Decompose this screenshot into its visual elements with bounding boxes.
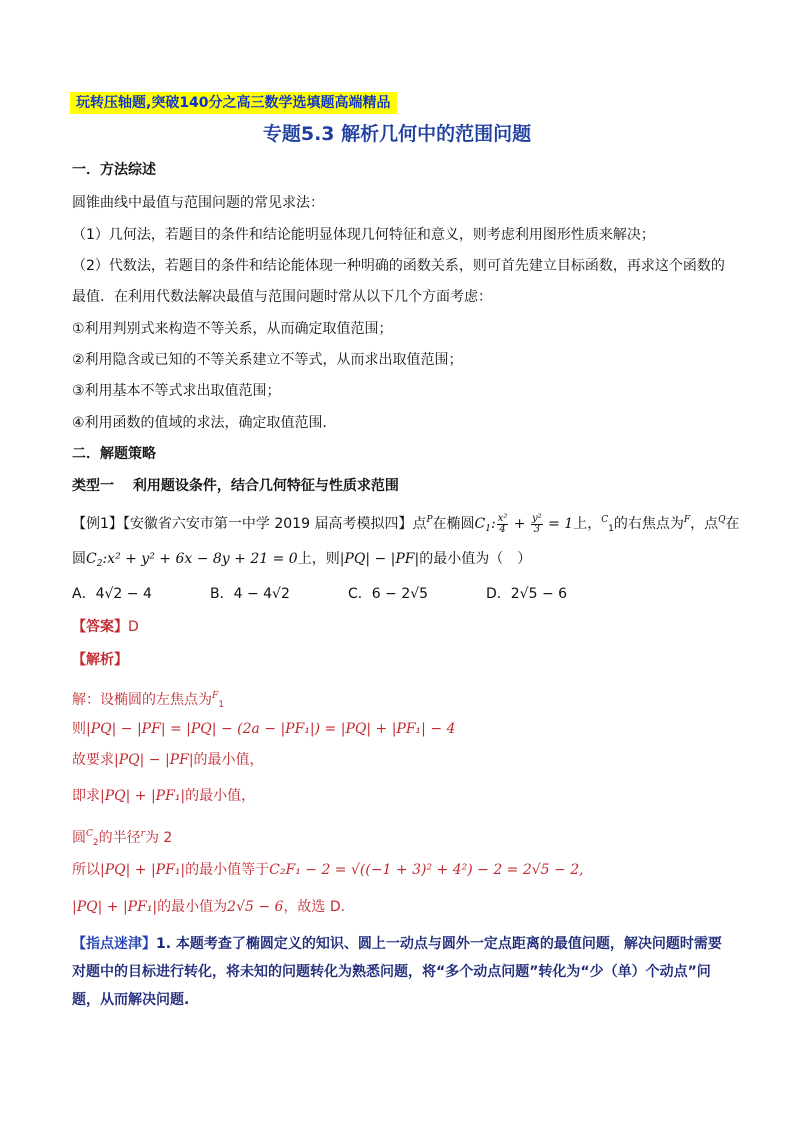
text: 在椭圆: [432, 516, 475, 532]
text: 圆: [72, 551, 86, 567]
text: 的最小值为: [157, 899, 228, 915]
analysis-line-7: [72, 897, 345, 917]
list-item-2: ②利用隐含或已知的不等关系建立不等式，从而求出取值范围；: [72, 352, 463, 368]
answer-value: D: [128, 619, 139, 635]
tip-text: 1. 本题考查了椭圆定义的知识、圆上一动点与圆外一定点距离的最值问题，解决问题时需要对题中的目标进行转化，将未知的问题转化为熟悉问题，将“多个动点问题”转化为“少（单）个动点”问题，从而解决问题.: [72, 936, 722, 1008]
text: ，点: [690, 516, 719, 532]
tip-label: 【指点迷津】: [72, 936, 156, 952]
paragraph-method-1: （1）几何法，若题目的条件和结论能明显体现几何特征和意义，则考虑利用图形性质来解决；: [72, 227, 655, 243]
analysis-line-1: [72, 686, 224, 715]
option-a: A．4√2 − 4: [72, 586, 152, 602]
math-expression: |PQ| + |PF₁|: [100, 862, 186, 878]
denominator: 4: [499, 523, 506, 535]
paragraph-intro: 圆锥曲线中最值与范围问题的常见求法：: [72, 195, 324, 211]
subscript: 2: [96, 559, 103, 569]
var-c: C: [86, 551, 97, 567]
paragraph-method-2a: （2）代数法，若题目的条件和结论能体现一种明确的函数关系，则可首先建立目标函数，再求这个函数的: [72, 258, 725, 274]
text: 在: [725, 516, 740, 532]
analysis-line-3: [72, 750, 264, 770]
options-row: [72, 584, 624, 604]
text: 上，: [573, 516, 602, 532]
fraction-x2-over-4: [497, 514, 509, 535]
text: 为 2: [144, 830, 173, 846]
text: 则: [72, 721, 86, 737]
var-f: F: [212, 691, 219, 701]
example-question-line-2: [72, 549, 531, 574]
example-label: 【例1】: [72, 516, 123, 532]
text: 的右焦点为: [613, 516, 684, 532]
subscript: 1: [608, 524, 614, 534]
text: 所以: [72, 862, 100, 878]
example-source: 【安徽省六安市第一中学 2019 届高考模拟四】: [122, 516, 413, 532]
circle-equation: :x² + y² + 6x − 8y + 21 = 0: [102, 551, 298, 567]
analysis-label: 【解析】: [72, 652, 128, 668]
section-heading-strategy: 二．解题策略: [72, 446, 156, 462]
series-banner: 玩转压轴题,突破140分之高三数学选填题高端精品: [70, 92, 397, 114]
text: 即求: [72, 788, 100, 804]
math-expression: C₂F₁ − 2 = √((−1 + 3)² + 4²) − 2 = 2√5 − 2,: [269, 862, 584, 878]
answer-label: 【答案】: [72, 619, 128, 635]
numerator: x²: [497, 512, 508, 524]
example-question-line-1: [72, 510, 739, 539]
text: 的最小值等于: [185, 862, 270, 878]
analysis-line-5: [72, 824, 172, 853]
text: 点: [412, 516, 427, 532]
subscript: 2: [92, 838, 99, 848]
circle-c2: [86, 551, 298, 567]
text: 上，则: [297, 551, 340, 567]
analysis-line-4: [72, 786, 255, 806]
math-expression: 2√5 − 6: [227, 899, 284, 915]
text: 的最小值，: [193, 752, 264, 768]
list-item-1: ①利用判别式来构造不等关系，从而确定取值范围；: [72, 321, 393, 337]
var-r: r: [140, 829, 145, 839]
text: 圆: [72, 830, 86, 846]
page-title: 专题5.3 解析几何中的范围问题: [262, 123, 532, 145]
math-expression: |PQ| − |PF| = |PQ| − (2a − |PF₁|) = |PQ| + |PF₁| − 4: [86, 721, 456, 737]
option-d: D．2√5 − 6: [486, 586, 568, 602]
denominator: 3: [533, 523, 540, 535]
list-item-4: ④利用函数的值域的求法，确定取值范围．: [72, 415, 337, 431]
paragraph-method-2b: 最值．在利用代数法解决最值与范围问题时常从以下几个方面考虑：: [72, 289, 492, 305]
subscript: 1: [218, 700, 224, 710]
var-c: C: [86, 829, 93, 839]
var-q: Q: [718, 515, 726, 525]
target-expression: |PQ| − |PF|: [339, 551, 420, 567]
math-expression: |PQ| + |PF₁|: [72, 899, 158, 915]
text: ，故选 D.: [283, 899, 346, 915]
var-c: C: [601, 515, 609, 525]
math-expression: |PQ| + |PF₁|: [100, 788, 186, 804]
text: 的最小值，: [185, 788, 256, 804]
text: 的最小值为（ ）: [419, 551, 532, 567]
fraction-y2-over-3: [531, 514, 543, 535]
text: 故要求: [72, 752, 114, 768]
numerator: y²: [531, 512, 542, 524]
option-b: B．4 − 4√2: [210, 586, 290, 602]
var-c: C: [474, 516, 486, 532]
section-heading-method: 一．方法综述: [72, 162, 156, 178]
analysis-line-6: [72, 860, 584, 880]
equals-one: = 1: [548, 516, 574, 532]
math-expression: |PQ| − |PF|: [114, 752, 194, 768]
tip-paragraph: [72, 930, 728, 1014]
analysis-line-2: [72, 719, 455, 739]
var-f: F: [683, 515, 691, 525]
type-heading: 类型一 利用题设条件，结合几何特征与性质求范围: [72, 478, 399, 494]
text: 的半径: [98, 830, 141, 846]
plus: +: [513, 516, 526, 532]
subscript: 1: [485, 524, 491, 534]
list-item-3: ③利用基本不等式求出取值范围；: [72, 383, 281, 399]
text: 解：设椭圆的左焦点为: [72, 692, 212, 708]
option-c: C．6 − 2√5: [348, 586, 429, 602]
var-p: P: [426, 515, 433, 525]
answer-line: [72, 617, 139, 637]
colon: :: [490, 516, 496, 532]
ellipse-c1: [474, 512, 574, 535]
